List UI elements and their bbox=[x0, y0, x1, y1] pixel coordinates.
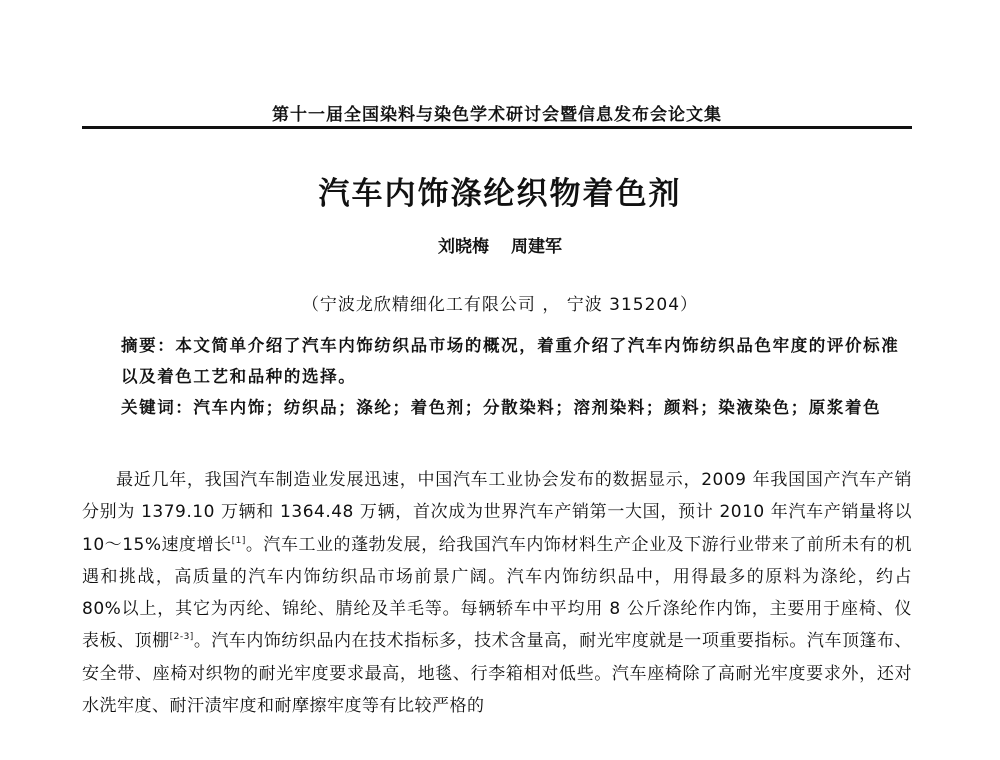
abstract-label: 摘要： bbox=[121, 336, 176, 355]
paper-title: 汽车内饰涤纶织物着色剂 bbox=[318, 176, 682, 212]
abstract-text: 本文简单介绍了汽车内饰纺织品市场的概况，着重介绍了汽车内饰纺织品色牢度的评价标准以及着色工艺和品种的选择。 bbox=[121, 336, 900, 386]
affiliation: （宁波龙欣精细化工有限公司 ， 宁波 315204） bbox=[301, 295, 699, 315]
keywords-text: 汽车内饰；纺织品；涤纶；着色剂；分散染料；溶剂染料；颜料；染液染色；原浆着色 bbox=[193, 398, 882, 417]
author-name: 周建军 bbox=[511, 237, 562, 257]
body-text bbox=[82, 464, 912, 722]
running-header: 第十一届全国染料与染色学术研讨会暨信息发布会论文集 bbox=[272, 105, 722, 125]
paragraph-text: 。汽车工业的蓬勃发展，给我国汽车内饰材料生产企业及下游行业带来了前所未有的机遇和挑战，高质量的汽车内饰纺织品市场前景广阔。汽车内饰纺织品中，用得最多的原料为涤纶，约占 80%以上，其它为丙纶、锦纶、腈纶及羊毛等。每辆轿车中平均用 8 公斤涤纶作内饰，主要用于座椅、仪表板、顶棚 bbox=[82, 534, 912, 652]
paragraph-text: 。汽车内饰纺织品内在技术指标多，技术含量高，耐光牢度就是一项重要指标。汽车顶篷布、安全带、座椅对织物的耐光牢度要求最高，地毯、行李箱相对低些。汽车座椅除了高耐光牢度要求外，还对水洗牢度、耐汗渍牢度和耐摩擦牢度等有比较严格的 bbox=[82, 631, 913, 717]
abstract-block bbox=[121, 330, 901, 423]
citation-ref[interactable]: [2-3] bbox=[169, 632, 194, 643]
keywords bbox=[121, 392, 901, 423]
header-divider bbox=[82, 126, 912, 129]
abstract bbox=[121, 330, 901, 392]
keywords-label: 关键词： bbox=[121, 398, 194, 417]
paragraph bbox=[82, 464, 912, 722]
author-name: 刘晓梅 bbox=[438, 237, 489, 257]
author-list bbox=[0, 232, 1000, 257]
paragraph-text: 最近几年，我国汽车制造业发展迅速，中国汽车工业协会发布的数据显示，2009 年我国国产汽车产销分别为 1379.10 万辆和 1364.48 万辆，首次成为世界汽车产销第一大国，预计 2010 年汽车产销量将以 10～15%速度增长 bbox=[82, 470, 912, 555]
citation-ref[interactable]: [1] bbox=[231, 535, 246, 546]
